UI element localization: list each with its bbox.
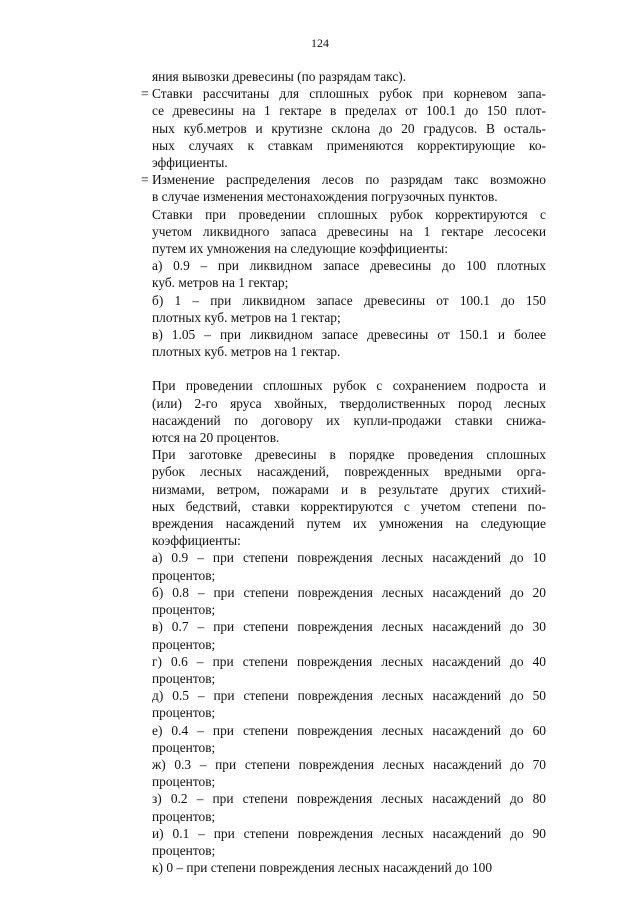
text-line: Ставки рассчитаны для сплошных рубок при корневом запа- [152, 86, 546, 102]
text-line: процентов; [152, 739, 216, 755]
text-line: а) 0.9 – при ликвидном запасе древесины до 100 плотных [152, 258, 546, 274]
text-line: процентов; [152, 808, 216, 824]
paragraph-b6 [152, 326, 546, 360]
paragraph-b2 [141, 171, 546, 205]
text-line: процентов; [152, 636, 216, 652]
text-line: в случае изменения местонахождения погрузочных пунктов. [152, 189, 498, 205]
text-line: ных куб.метров и крутизне склона до 20 градусов. В осталь- [152, 120, 546, 136]
text-line: рубок лесных насаждений, поврежденных вредными орга- [152, 464, 546, 480]
text-line: Ставки при проведении сплошных рубок корректируются с [152, 206, 546, 222]
paragraph-b13 [152, 687, 546, 721]
paragraph-b3 [152, 206, 546, 258]
paragraph-b11 [152, 618, 546, 652]
text-line: вреждения насаждений путем их умножения на следующие [152, 516, 546, 532]
text-line: эффициенты. [152, 155, 228, 171]
paragraph-b10 [152, 584, 546, 618]
paragraph-b16 [152, 790, 546, 824]
text-line: насаждений по договору их купли-продажи ставки снижа- [152, 412, 546, 428]
text-line: в) 1.05 – при ликвидном запасе древесины от 150.1 и более [152, 327, 546, 343]
page-number: 124 [311, 36, 329, 50]
text-line: а) 0.9 – при степени повреждения лесных насаждений до 10 [152, 550, 546, 566]
text-line: При заготовке древесины в порядке проведения сплошных [152, 447, 546, 463]
paragraph-b9 [152, 549, 546, 583]
paragraph-b8 [152, 446, 546, 549]
text-line: процентов; [152, 567, 216, 583]
text-line: плотных куб. метров на 1 гектар. [152, 344, 341, 360]
text-line: ных бедствий, ставки корректируются с учетом степени по- [152, 498, 546, 514]
text-line: ются на 20 процентов. [152, 430, 280, 446]
text-line: б) 1 – при ликвидном запасе древесины от 100.1 до 150 [152, 292, 546, 308]
text-line: учетом ликвидного запаса древесины на 1 гектаре лесосеки [152, 223, 546, 239]
text-line: процентов; [152, 602, 216, 618]
paragraph-b7 [152, 377, 546, 446]
paragraph-b15 [152, 756, 546, 790]
text-line: Изменение распределения лесов по разрядам такс возможно [152, 172, 546, 188]
text-line: (или) 2-го яруса хвойных, твердолиственных пород лесных [152, 395, 546, 411]
text-line: д) 0.5 – при степени повреждения лесных насаждений до 50 [152, 688, 546, 704]
text-line: з) 0.2 – при степени повреждения лесных насаждений до 80 [152, 791, 546, 807]
text-line: ж) 0.3 – при степени повреждения лесных насаждений до 70 [152, 756, 546, 772]
text-line: процентов; [152, 705, 216, 721]
text-line: процентов; [152, 670, 216, 686]
text-line: куб. метров на 1 гектар; [152, 275, 289, 291]
text-line: в) 0.7 – при степени повреждения лесных насаждений до 30 [152, 619, 546, 635]
text-line: и) 0.1 – при степени повреждения лесных насаждений до 90 [152, 825, 546, 841]
paragraph-b0 [152, 68, 546, 85]
text-line: плотных куб. метров на 1 гектар; [152, 309, 341, 325]
text-line: ных случаях к ставкам применяются корректирующие ко- [152, 137, 546, 153]
paragraph-b18 [152, 859, 546, 876]
text-line: к) 0 – при степени повреждения лесных насаждений до 100 [152, 860, 493, 876]
text-line: се древесины на 1 гектаре в пределах от 100.1 до 150 плот- [152, 103, 546, 119]
paragraph-b14 [152, 722, 546, 756]
paragraph-b12 [152, 653, 546, 687]
paragraph-marker: = [141, 86, 149, 102]
paragraph-b1 [141, 85, 546, 171]
text-line: путем их умножения на следующие коэффициенты: [152, 241, 448, 257]
document-body [141, 68, 546, 876]
paragraph-marker: = [141, 172, 149, 188]
text-line: процентов; [152, 774, 216, 790]
text-line: яния вывозки древесины (по разрядам такс). [152, 69, 407, 84]
text-line: низмами, ветром, пожарами и в результате других стихий- [152, 481, 546, 497]
paragraph-gap [152, 360, 546, 377]
text-line: б) 0.8 – при степени повреждения лесных насаждений до 20 [152, 584, 546, 600]
text-line: е) 0.4 – при степени повреждения лесных насаждений до 60 [152, 722, 546, 738]
paragraph-b5 [152, 292, 546, 326]
paragraph-b4 [152, 257, 546, 291]
text-line: процентов; [152, 842, 216, 858]
paragraph-b17 [152, 825, 546, 859]
text-line: При проведении сплошных рубок с сохранением подроста и [152, 378, 546, 394]
text-line: г) 0.6 – при степени повреждения лесных насаждений до 40 [152, 653, 546, 669]
text-line: коэффициенты: [152, 533, 241, 549]
